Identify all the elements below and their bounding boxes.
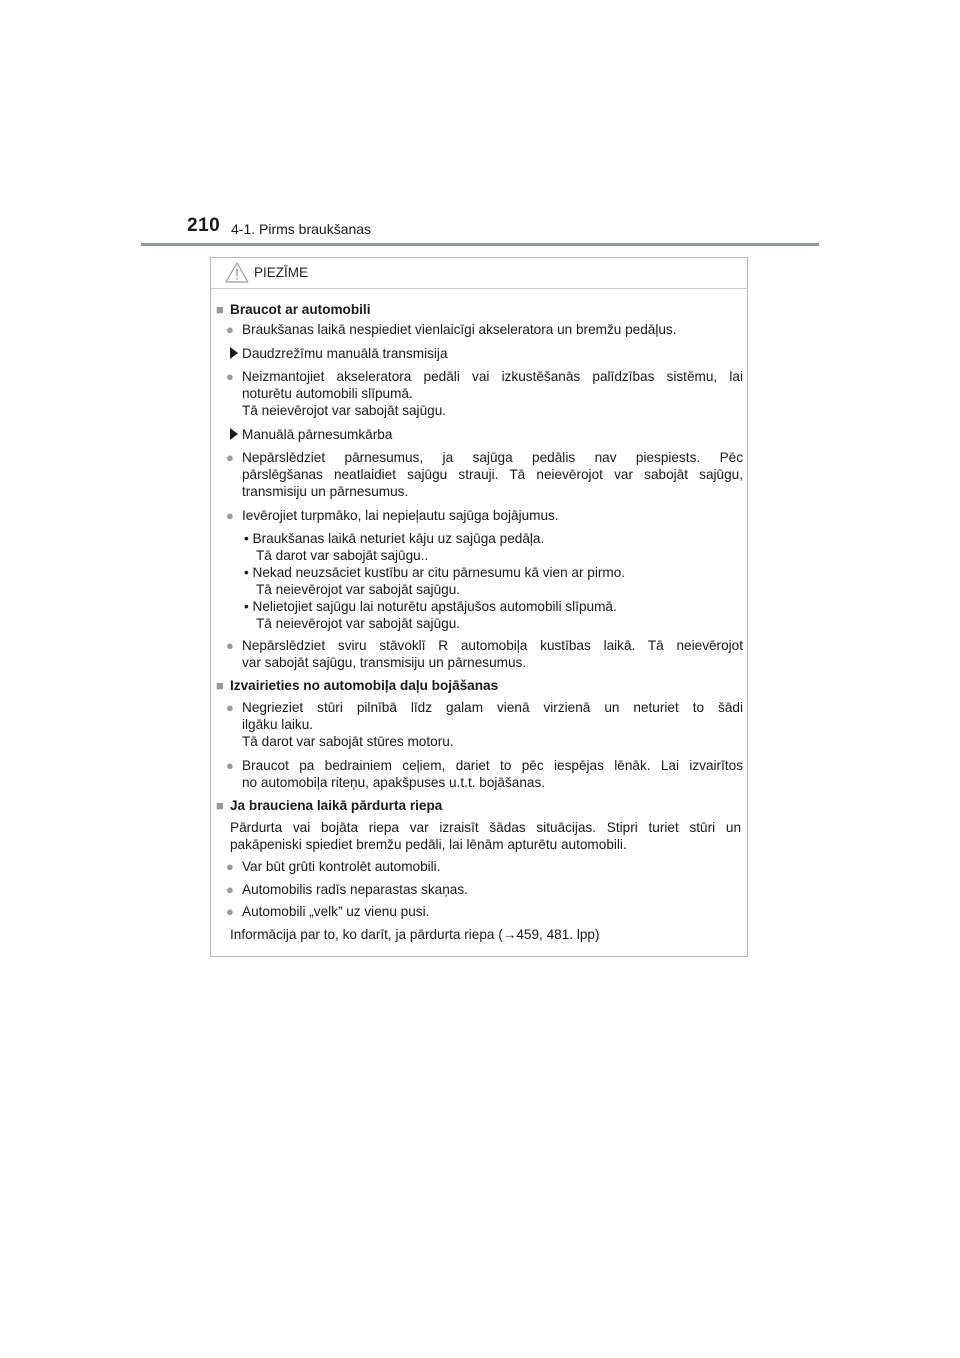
- triangle-arrow-icon: [230, 347, 238, 359]
- bullet-icon: ●: [226, 638, 234, 653]
- bullet-icon: ●: [226, 859, 234, 874]
- page-reference: Informācija par to, ko darīt, ja pārdurta riepa (→459, 481. lpp): [230, 927, 600, 942]
- bullet-icon: ●: [226, 882, 234, 897]
- list-item-line: Tā neievērojot var sabojāt sajūgu.: [242, 403, 447, 418]
- list-item-line: noturētu automobili slīpumā.: [242, 386, 413, 401]
- section-marker-icon: ■: [216, 798, 224, 813]
- bullet-icon: ●: [226, 904, 234, 919]
- list-item-line: Tā darot var sabojāt stūres motoru.: [242, 734, 454, 749]
- list-item: Ievērojiet turpmāko, lai nepieļautu sajūga bojājumus.: [242, 508, 559, 523]
- list-item: • Braukšanas laikā neturiet kāju uz sajūga pedāļa.: [244, 531, 545, 546]
- list-item-line: pārslēgšanas neatlaidiet sajūgu strauji. Tā neievērojot var sabojāt sajūgu,: [242, 467, 743, 482]
- list-item-line: var sabojāt sajūgu, transmisiju un pārnesumus.: [242, 655, 527, 670]
- section-marker-icon: ■: [216, 678, 224, 693]
- bullet-icon: ●: [226, 322, 234, 337]
- list-item: Automobilis radīs neparastas skaņas.: [242, 882, 468, 897]
- bullet-icon: ●: [226, 508, 234, 523]
- list-item: • Nelietojiet sajūgu lai noturētu apstājušos automobili slīpumā.: [244, 599, 617, 614]
- bullet-icon: ●: [226, 700, 234, 715]
- list-item: Braucot pa bedrainiem ceļiem, dariet to pēc iespējas lēnāk. Lai izvairītos: [242, 758, 743, 773]
- list-item-line: transmisiju un pārnesumus.: [242, 484, 409, 499]
- paragraph-line: pakāpeniski spiediet bremžu pedāli, lai lēnām apturētu automobili.: [230, 837, 627, 852]
- section-heading: Izvairieties no automobiļa daļu bojāšanas: [230, 678, 499, 693]
- list-item: Nepārslēdziet sviru stāvoklī R automobiļa kustības laikā. Tā neievērojot: [242, 638, 743, 653]
- list-item-line: Tā darot var sabojāt sajūgu..: [256, 548, 429, 563]
- paragraph: Pārdurta vai bojāta riepa var izraisīt šādas situācijas. Stipri turiet stūri un: [230, 820, 741, 835]
- notice-label: PIEZĪME: [254, 265, 309, 280]
- section-heading: Braucot ar automobili: [230, 302, 371, 317]
- bullet-icon: ●: [226, 450, 234, 465]
- list-item: Neizmantojiet akseleratora pedāli vai izkustēšanās palīdzības sistēmu, lai: [242, 369, 743, 384]
- list-item-line: no automobiļa riteņu, apakšpuses u.t.t. bojāšanas.: [242, 775, 546, 790]
- section-marker-icon: ■: [216, 302, 224, 317]
- list-item-line: Tā neievērojot var sabojāt sajūgu.: [256, 582, 461, 597]
- notice-box: [210, 257, 748, 957]
- subsection-title: Daudzrežīmu manuālā transmisija: [242, 346, 448, 361]
- list-item-line: Tā neievērojot var sabojāt sajūgu.: [256, 616, 461, 631]
- notice-content: [211, 258, 747, 956]
- page-number: 210: [187, 215, 221, 236]
- section-heading: Ja brauciena laikā pārdurta riepa: [230, 798, 443, 813]
- list-item: Var būt grūti kontrolēt automobili.: [242, 859, 441, 874]
- list-item: • Nekad neuzsāciet kustību ar citu pārnesumu kā vien ar pirmo.: [244, 565, 626, 580]
- subsection-title: Manuālā pārnesumkārba: [242, 427, 393, 442]
- list-item: Negrieziet stūri pilnībā līdz galam vienā virzienā un neturiet to šādi: [242, 700, 743, 715]
- section-title: 4-1. Pirms braukšanas: [231, 221, 372, 237]
- list-item: Braukšanas laikā nespiediet vienlaicīgi akseleratora un bremžu pedāļus.: [242, 322, 677, 337]
- bullet-icon: ●: [226, 369, 234, 384]
- bullet-icon: ●: [226, 758, 234, 773]
- header-divider: [141, 243, 819, 246]
- list-item-line: ilgāku laiku.: [242, 717, 314, 732]
- list-item: Nepārslēdziet pārnesumus, ja sajūga pedālis nav piespiests. Pēc: [242, 450, 743, 465]
- triangle-arrow-icon: [230, 428, 238, 440]
- list-item: Automobili „velk” uz vienu pusi.: [242, 904, 430, 919]
